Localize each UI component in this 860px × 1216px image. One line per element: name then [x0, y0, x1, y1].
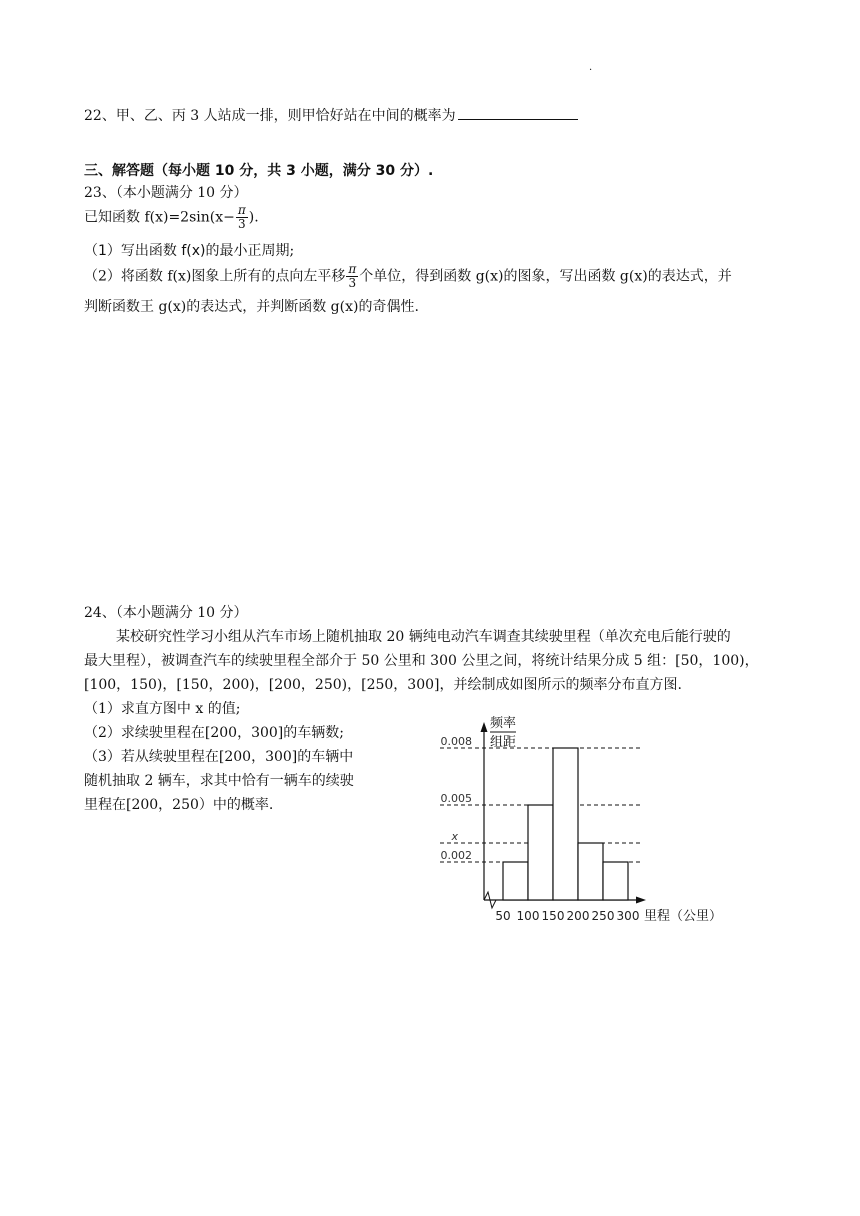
section-3-heading: 三、解答题（每小题 10 分，共 3 小题，满分 30 分）. [84, 163, 434, 179]
y-tick-label: x [451, 830, 458, 843]
part-1-fx: f(x) [181, 243, 206, 259]
question-24-part-2: （2）求续驶里程在[200，300]的车辆数; [84, 725, 344, 741]
pi-over-3-fraction [236, 204, 248, 231]
question-23-part-1 [84, 240, 294, 260]
answer-blank [458, 105, 578, 120]
question-24-part-3-line-2: 随机抽取 2 辆车，求其中恰有一辆车的续驶 [84, 773, 354, 789]
y-label-top: 频率 [490, 716, 517, 731]
x-axis-arrow [636, 897, 646, 904]
question-24-paragraph-line-1: 某校研究性学习小组从汽车市场上随机抽取 20 辆纯电动汽车调查其续驶里程（单次充电后能行驶的 [116, 629, 731, 645]
x-tick-label: 150 [541, 909, 565, 923]
question-24-paragraph-line-3: [100，150)，[150，200)，[200，250)，[250，300]，并绘制成如图所示的频率分布直方图. [84, 677, 682, 693]
frequency-histogram [430, 708, 740, 930]
part-2-text-b: 个单位，得到函数 g(x)的图象，写出函数 g(x)的表达式，并 [359, 268, 732, 285]
x-tick-label: 250 [591, 909, 615, 923]
histogram-bar [578, 843, 603, 900]
question-23-part-2-line-2: 判断函数王 g(x)的表达式，并判断函数 g(x)的奇偶性. [84, 299, 419, 315]
fraction-numerator: π [237, 203, 246, 217]
histogram-bar [528, 805, 553, 900]
part-1-number: （1） [84, 243, 121, 259]
question-22-text: 22、甲、乙、丙 3 人站成一排，则甲恰好站在中间的概率为 [84, 108, 456, 124]
question-23-header: 23、（本小题满分 10 分） [84, 185, 248, 201]
histogram-bar [503, 862, 528, 900]
x-tick-label: 200 [566, 909, 590, 923]
question-24-paragraph-line-2: 最大里程），被调查汽车的续驶里程全部介于 50 公里和 300 公里之间，将统计结果分成 5 组：[50，100)， [84, 653, 759, 669]
fraction-denominator: 3 [237, 217, 246, 231]
y-label-bottom: 组距 [490, 735, 517, 750]
question-23-part-2 [84, 263, 732, 290]
pi-over-3-fraction-2 [346, 263, 358, 290]
x-tick-label: 50 [495, 909, 511, 923]
question-24-part-1: （1）求直方图中 x 的值; [84, 701, 241, 717]
question-24-part-3-line-3: 里程在[200，250）中的概率. [84, 797, 274, 813]
given-suffix: ). [248, 209, 259, 226]
histogram-bar [553, 748, 578, 900]
x-tick-label: 100 [516, 909, 540, 923]
y-axis-arrow [481, 722, 488, 732]
y-tick-label: 0.005 [440, 792, 472, 805]
y-tick-label: 0.002 [440, 849, 472, 862]
question-22 [84, 105, 578, 125]
fraction-numerator: π [348, 262, 357, 276]
question-23-given [84, 204, 259, 231]
y-tick-label: 0.008 [440, 735, 472, 748]
given-prefix: 已知函数 f(x)=2sin(x− [84, 209, 235, 226]
x-axis-label: 里程（公里） [644, 909, 723, 924]
part-1-text-a: 写出函数 [120, 243, 182, 259]
histogram-bar [603, 862, 628, 900]
part-1-text-b: 的最小正周期; [205, 243, 295, 259]
page-dot: . [589, 62, 593, 73]
question-24-header: 24、（本小题满分 10 分） [84, 605, 248, 621]
part-2-text-a: （2）将函数 f(x)图象上所有的点向左平移 [84, 268, 346, 285]
x-tick-label: 300 [616, 909, 640, 923]
fraction-denominator: 3 [348, 276, 357, 290]
question-24-part-3-line-1: （3）若从续驶里程在[200，300]的车辆中 [84, 749, 354, 765]
